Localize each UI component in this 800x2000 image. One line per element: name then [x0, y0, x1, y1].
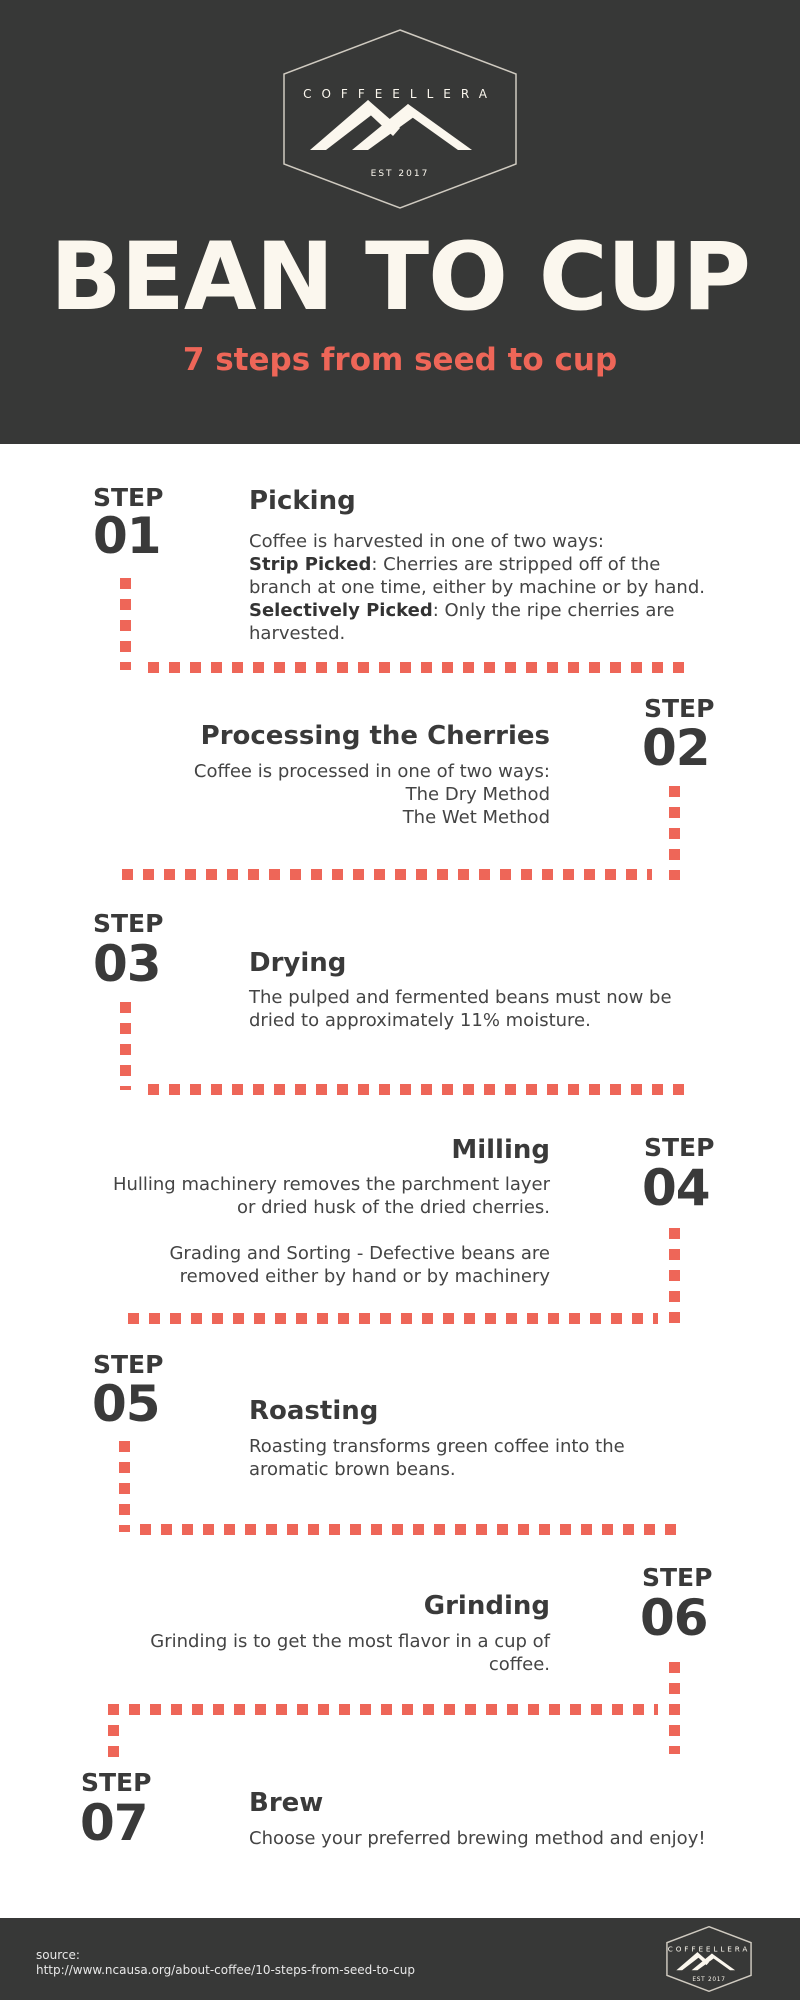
step-intro: Coffee is harvested in one of two ways: [249, 531, 604, 552]
footer-brand-name: COFFEELLERA [667, 1944, 751, 1954]
footer-brand-logo [666, 1926, 752, 1992]
footer-brand-est: EST 2017 [692, 1977, 726, 1984]
step-number: 07 [80, 1794, 148, 1852]
step-detail: Grading and Sorting - Defective beans are removed either by hand or by machinery [169, 1243, 550, 1287]
brand-logo [282, 28, 518, 210]
step-number: 05 [92, 1375, 160, 1433]
step-title: Processing the Cherries [200, 721, 550, 751]
step-label: STEP [93, 1350, 164, 1379]
step-title: Brew [249, 1788, 324, 1818]
source-link[interactable]: http://www.ncausa.org/about-coffee/10-steps-from-seed-to-cup [36, 1963, 415, 1977]
connector-horizontal [148, 662, 684, 673]
page-title: BEAN TO CUP [50, 223, 750, 332]
step-number: 01 [93, 507, 161, 565]
step-description: Roasting transforms green coffee into the aromatic brown beans. [249, 1436, 625, 1480]
connector-vertical [120, 1002, 131, 1090]
connector-horizontal [140, 1524, 676, 1535]
step-title: Drying [249, 948, 347, 978]
step-label: STEP [81, 1768, 152, 1797]
step-label: STEP [644, 1133, 715, 1162]
mountains-icon [676, 1952, 735, 1970]
step-title: Milling [451, 1135, 550, 1165]
step-detail: The Dry Method [405, 784, 550, 805]
mountains-icon [310, 100, 472, 150]
step-number: 06 [640, 1589, 708, 1647]
step-detail: The Wet Method [402, 807, 550, 828]
step-detail-text: : Cherries are stripped off of the branch at one time, either by machine or by hand. [249, 554, 705, 598]
step-label: STEP [93, 483, 164, 512]
step-detail-text: : Only the ripe cherries are harvested. [249, 600, 675, 644]
step-description [100, 760, 550, 829]
connector-horizontal [122, 869, 652, 880]
connector-horizontal [148, 1084, 684, 1095]
page-subtitle: 7 steps from seed to cup [182, 342, 618, 378]
connector-horizontal [128, 1313, 658, 1324]
connector-horizontal [108, 1704, 658, 1715]
connector-vertical [669, 1228, 680, 1324]
step-term: Strip Picked [249, 554, 372, 575]
step-description [249, 530, 719, 645]
step-description [100, 1173, 550, 1288]
step-description: The pulped and fermented beans must now be dried to approximately 11% moisture. [249, 987, 672, 1031]
step-title: Grinding [423, 1591, 550, 1621]
connector-vertical [669, 786, 680, 880]
step-label: STEP [644, 694, 715, 723]
step-number: 04 [642, 1159, 710, 1217]
step-number: 03 [93, 935, 161, 993]
step-title: Roasting [249, 1396, 379, 1426]
connector-vertical [108, 1704, 119, 1757]
connector-vertical [119, 1441, 130, 1532]
step-title: Picking [249, 486, 356, 516]
step-label: STEP [93, 909, 164, 938]
step-description: Choose your preferred brewing method and enjoy! [249, 1828, 706, 1849]
connector-vertical [669, 1662, 680, 1754]
connector-vertical [120, 578, 131, 670]
step-detail [249, 553, 719, 599]
brand-est: EST 2017 [370, 169, 430, 179]
source-label: source: [36, 1948, 80, 1962]
step-label: STEP [642, 1563, 713, 1592]
step-detail: Hulling machinery removes the parchment layer or dried husk of the dried cherries. [112, 1174, 550, 1218]
step-term: Selectively Picked [249, 600, 433, 621]
step-description: Grinding is to get the most flavor in a cup of coffee. [150, 1631, 550, 1675]
brand-name: COFFEELLERA [303, 87, 497, 101]
step-intro: Coffee is processed in one of two ways: [193, 761, 550, 782]
step-number: 02 [642, 719, 710, 777]
step-detail [249, 599, 719, 645]
